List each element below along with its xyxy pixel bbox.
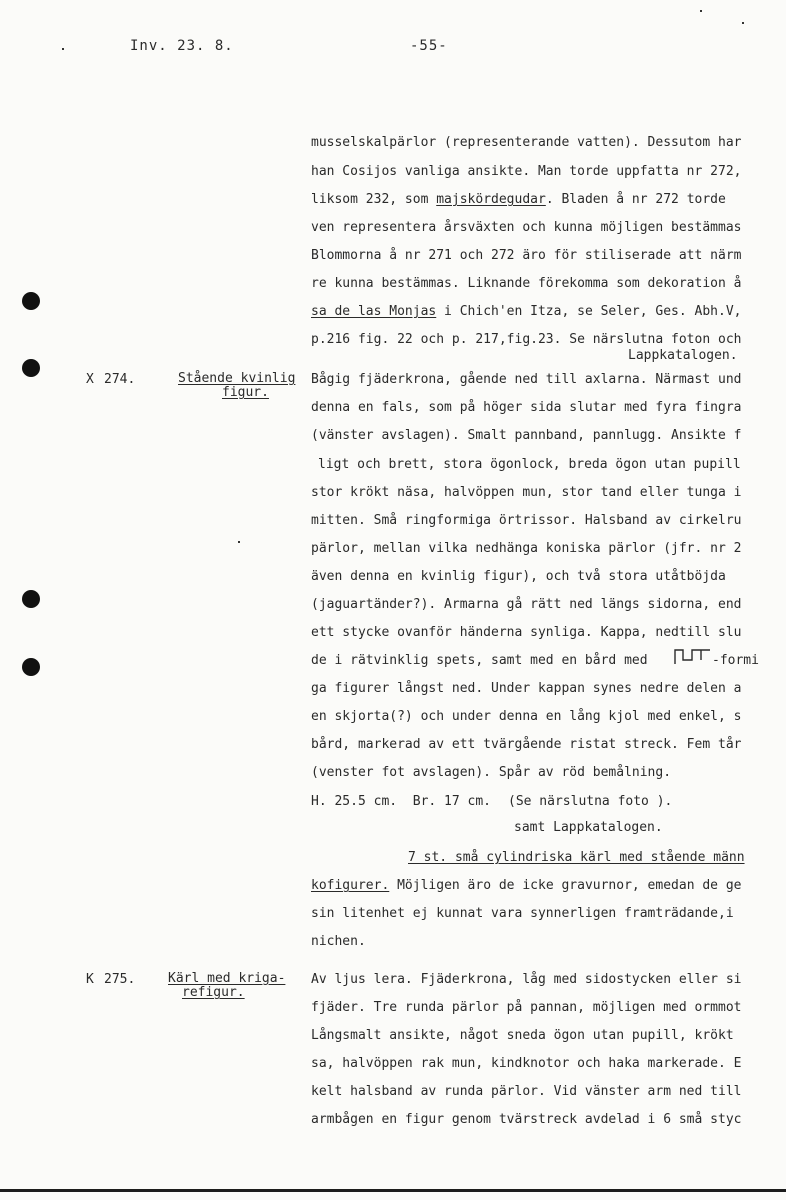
paper-speck: [62, 48, 64, 50]
text-line: nichen.: [311, 934, 366, 949]
text-line: denna en fals, som på höger sida slutar med fyra fingra: [311, 400, 742, 415]
punch-hole: [22, 658, 40, 676]
text-line: (jaguartänder?). Armarna gå rätt ned längs sidorna, end: [311, 597, 742, 612]
paper-speck: [700, 10, 702, 12]
text-fragment: Möjligen äro de icke gravurnor, emedan de ge: [389, 878, 742, 893]
text-line: ven representera årsväxten och kunna möjligen bestämmas: [311, 220, 742, 235]
text-line: bård, markerad av ett tvärgående ristat streck. Fem tår: [311, 737, 742, 752]
underlined-term: sa de las Monjas: [311, 304, 437, 319]
text-line: sa de las Monjas i Chich'en Itza, se Seler, Ges. Abh.V,: [311, 304, 742, 319]
text-line: ett stycke ovanför händerna synliga. Kappa, nedtill slu: [311, 625, 742, 640]
punch-hole: [22, 590, 40, 608]
group-heading-continued: kofigurer.: [311, 878, 390, 893]
text-line: mitten. Små ringformiga örtrissor. Halsband av cirkelru: [311, 513, 742, 528]
text-line: de i rätvinklig spets, samt med en bård med: [311, 653, 648, 668]
step-motif-icon: [674, 648, 712, 666]
text-line: Blommorna å nr 271 och 272 äro för stiliserade att närm: [311, 248, 742, 263]
entry-title: figur.: [222, 385, 269, 400]
inventory-number: Inv. 23. 8.: [130, 38, 234, 54]
entry-mark: X: [86, 372, 94, 387]
text-line: kelt halsband av runda pärlor. Vid vänster arm ned till: [311, 1084, 742, 1099]
entry-number: 275.: [104, 972, 136, 987]
text-line: Långsmalt ansikte, något sneda ögon utan pupill, krökt: [311, 1028, 734, 1043]
paper-speck: [742, 22, 744, 24]
underlined-term: majskördegudar: [436, 192, 546, 207]
text-line: [311, 878, 741, 894]
entry-title: Kärl med kriga-: [168, 971, 286, 986]
punch-hole: [22, 292, 40, 310]
entry-title: refigur.: [182, 985, 245, 1000]
text-line: fjäder. Tre runda pärlor på pannan, möjligen med ormmot: [311, 1000, 742, 1015]
text-line: Av ljus lera. Fjäderkrona, låg med sidostycken eller si: [311, 972, 742, 987]
text-line: ligt och brett, stora ögonlock, breda ögon utan pupill: [318, 457, 741, 472]
photo-reference: (Se närslutna foto ).: [508, 794, 673, 809]
text-line: (vänster avslagen). Smalt pannband, pannlugg. Ansikte f: [311, 428, 742, 443]
text-line: sin litenhet ej kunnat vara synnerligen framträdande,i: [311, 906, 734, 921]
text-line: en skjorta(?) och under denna en lång kjol med enkel, s: [311, 709, 742, 724]
page-bottom-edge: [0, 1189, 786, 1192]
text-line: p.216 fig. 22 och p. 217,fig.23. Se närslutna foton och: [311, 332, 742, 347]
text-line: sa, halvöppen rak mun, kindknotor och haka markerade. E: [311, 1056, 742, 1071]
punch-hole: [22, 359, 40, 377]
group-heading: 7 st. små cylindriska kärl med stående männ: [408, 850, 745, 865]
text-line: -formi: [712, 653, 759, 668]
page-number: -55-: [410, 38, 448, 54]
text-line: Bågig fjäderkrona, gående ned till axlarna. Närmast und: [311, 372, 742, 387]
text-line: musselskalpärlor (representerande vatten). Dessutom har: [311, 135, 742, 150]
entry-number: 274.: [104, 372, 136, 387]
text-line: ga figurer långst ned. Under kappan synes nedre delen a: [311, 681, 742, 696]
paper-speck: [238, 541, 240, 543]
dimensions-text: H. 25.5 cm. Br. 17 cm.: [311, 794, 492, 809]
entry-title: Stående kvinlig: [178, 371, 296, 386]
text-line: även denna en kvinlig figur), och två stora utåtböjda: [311, 569, 726, 584]
text-line: han Cosijos vanliga ansikte. Man torde uppfatta nr 272,: [311, 164, 742, 179]
text-line: re kunna bestämmas. Liknande förekomma som dekoration å: [311, 276, 742, 291]
text-line: armbågen en figur genom tvärstreck avdelad i 6 små styc: [311, 1112, 742, 1127]
text-line: stor krökt näsa, halvöppen mun, stor tand eller tunga i: [311, 485, 742, 500]
entry-mark: K: [86, 972, 94, 987]
text-line: (venster fot avslagen). Spår av röd bemålning.: [311, 765, 672, 780]
text-line: pärlor, mellan vilka nedhänga koniska pärlor (jfr. nr 2: [311, 541, 742, 556]
text-line: Lappkatalogen.: [628, 348, 738, 363]
catalog-reference: samt Lappkatalogen.: [514, 820, 663, 835]
text-line: liksom 232, som majskördegudar. Bladen å nr 272 torde: [311, 192, 726, 207]
